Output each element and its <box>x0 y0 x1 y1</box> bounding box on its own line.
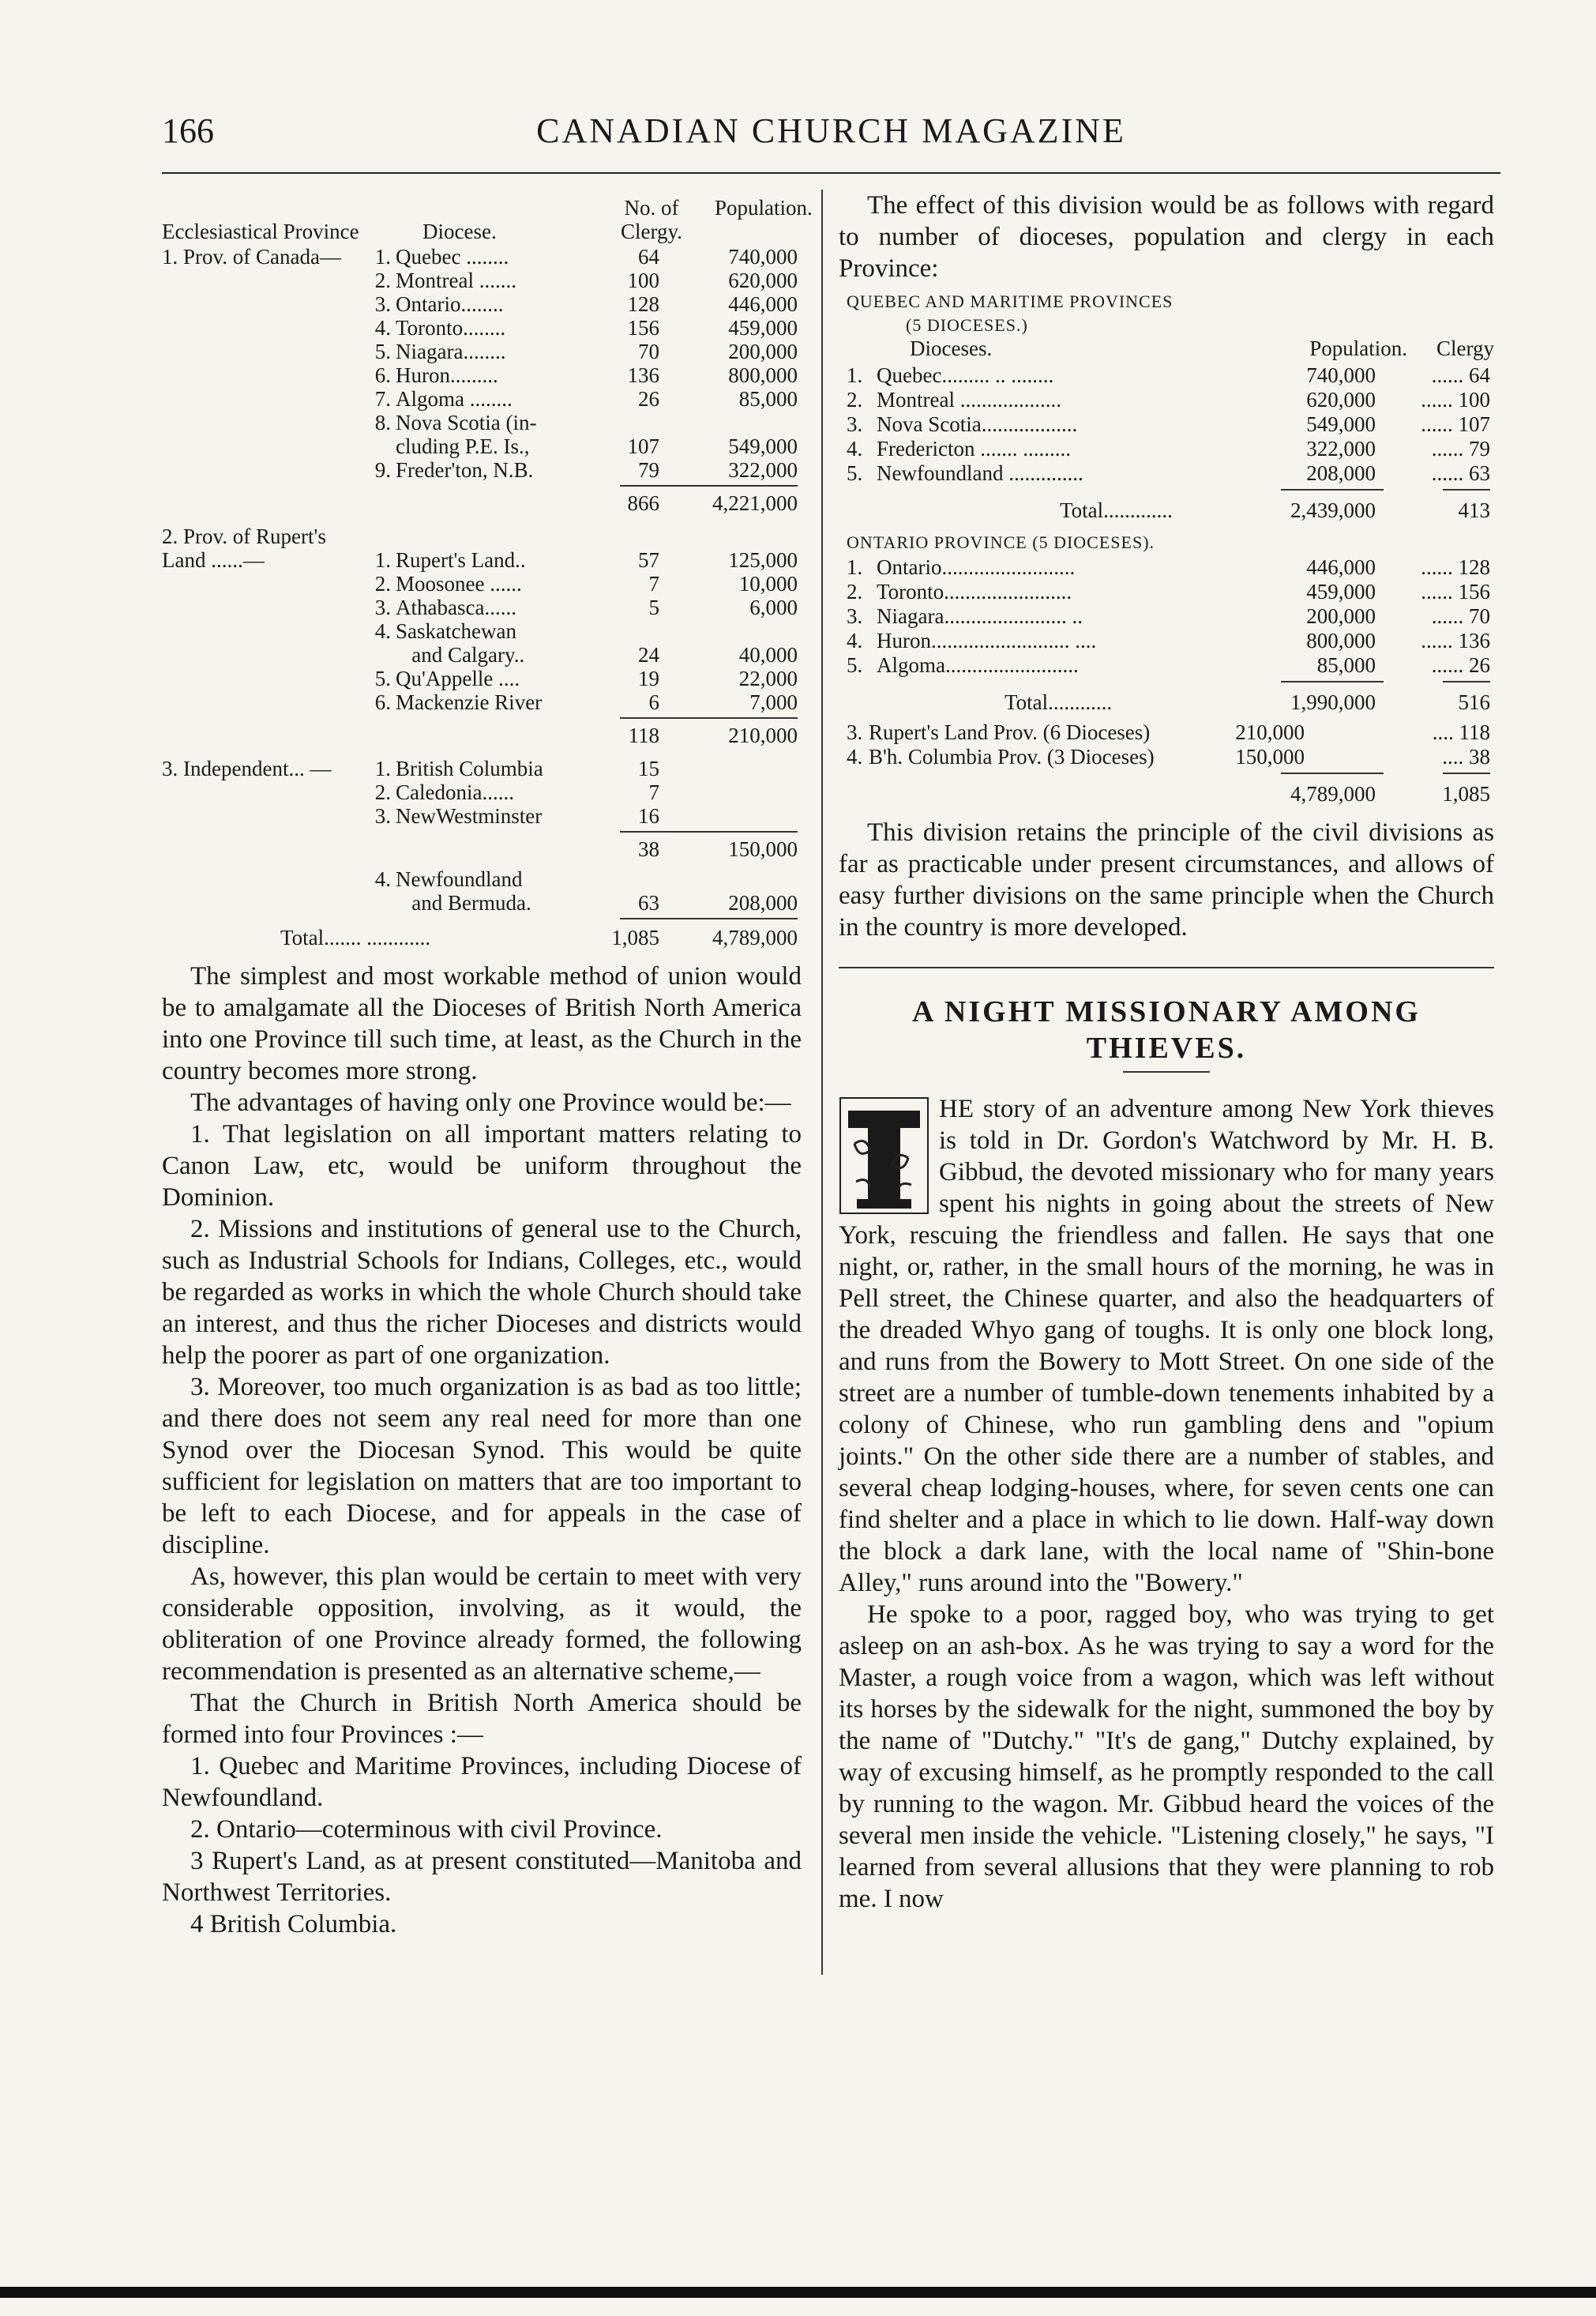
diocese-table-row <box>162 690 802 714</box>
cell-pop: 150,000 <box>728 837 798 861</box>
row-clergy: .... 118 <box>1432 720 1490 744</box>
right-column <box>839 190 1494 1915</box>
diocese-table-row <box>162 596 802 619</box>
row-number: 2. <box>847 388 863 412</box>
row-clergy: ...... 79 <box>1431 437 1490 461</box>
diocese-table-row <box>162 434 802 458</box>
cell-pop: 208,000 <box>728 891 798 915</box>
diocese-table-row <box>162 780 802 804</box>
diocese-table-row <box>162 667 802 690</box>
subtotal-rule <box>1443 681 1490 682</box>
header-clergy: Clergy <box>1436 336 1494 360</box>
cell-dio: Ontario........ <box>396 292 504 316</box>
paragraph: 1. Quebec and Maritime Provinces, including Diocese of Newfoundland. <box>162 1752 802 1812</box>
cell-pop: 322,000 <box>728 458 798 482</box>
cell-dio: Mackenzie River <box>396 690 543 714</box>
paragraph: 3 Rupert's Land, as at present constituted—Manitoba and Northwest Territories. <box>162 1847 802 1907</box>
cell-cl: 19 <box>638 667 659 690</box>
row-population: 459,000 <box>1306 580 1376 603</box>
cell-num: 2. <box>374 269 391 292</box>
cell-num: 2. <box>374 780 391 804</box>
row-clergy: ...... 26 <box>1431 653 1490 677</box>
row-diocese: Huron.......................... .... <box>877 629 1097 652</box>
cell-pop: 6,000 <box>749 596 798 619</box>
province-table-row <box>839 555 1494 580</box>
row-number: 3. <box>847 604 863 628</box>
paragraph: This division retains the principle of the civil divisions as far as practicable under present circumstances, and allows of easy further divisions on the same principle when the Church in the country is more developed. <box>839 818 1494 942</box>
cell-cl: 63 <box>638 891 659 915</box>
diocese-table-row <box>162 837 802 861</box>
drop-cap-t-icon <box>839 1096 929 1215</box>
cell-pop: 446,000 <box>728 292 798 316</box>
grand-total-population: 4,789,000 <box>1290 782 1376 806</box>
cell-dio: and Bermuda. <box>396 891 531 915</box>
grand-total <box>839 782 1494 806</box>
province-table-row <box>839 604 1494 629</box>
total-clergy: 413 <box>1458 498 1490 522</box>
paragraph: As, however, this plan would be certain to meet with very considerable opposition, involving, as it would, the obliteration of one Province already formed, the following recommendation is presented as an alternative scheme,— <box>162 1562 802 1686</box>
cell-cl: 156 <box>627 316 659 340</box>
diocese-table <box>162 190 813 961</box>
row-clergy: ...... 136 <box>1421 629 1490 652</box>
diocese-table-row <box>162 245 802 269</box>
row-number: 1. <box>847 555 863 579</box>
cell-cl: 57 <box>638 548 659 572</box>
quebec-section-subtitle <box>839 313 1494 337</box>
cell-dio: Athabasca...... <box>396 596 516 619</box>
row-diocese: Niagara....................... .. <box>877 604 1083 628</box>
row-population: 322,000 <box>1306 437 1376 461</box>
cell-cl: 7 <box>648 780 659 804</box>
right-intro <box>839 190 1494 284</box>
row-diocese: B'h. Columbia Prov. (3 Dioceses) <box>869 745 1155 769</box>
row-clergy: ...... 70 <box>1431 604 1490 628</box>
row-diocese: Algoma......................... <box>877 653 1079 677</box>
diocese-table-row <box>162 548 802 572</box>
cell-pop: 10,000 <box>738 572 798 596</box>
total-label: Total............ <box>1005 690 1113 714</box>
row-clergy: ...... 63 <box>1431 461 1490 485</box>
subtotal-rule <box>620 485 798 487</box>
header-diocese: Diocese. <box>422 220 497 243</box>
total-population: 1,990,000 <box>1290 690 1376 714</box>
row-population: 85,000 <box>1316 653 1376 677</box>
cell-num: 3. <box>374 596 391 619</box>
row-number: 4. <box>847 745 863 769</box>
cell-prov: Land ......— <box>162 548 265 572</box>
province-table-header <box>839 336 1494 361</box>
right-after-text <box>839 817 1494 943</box>
row-diocese: Newfoundland .............. <box>877 461 1083 485</box>
row-diocese: Rupert's Land Prov. (6 Dioceses) <box>869 720 1151 744</box>
cell-dio: Saskatchewan <box>396 619 516 643</box>
row-clergy: ...... 64 <box>1431 363 1490 387</box>
row-population: 208,000 <box>1306 461 1376 485</box>
magazine-title: CANADIAN CHURCH MAGAZINE <box>536 111 1126 150</box>
diocese-table-row <box>162 316 802 340</box>
row-population: 620,000 <box>1306 388 1376 412</box>
cell-cl: 100 <box>627 269 659 292</box>
cell-pop: 7,000 <box>749 690 798 714</box>
title-rule-short <box>1123 1071 1210 1073</box>
ontario-total <box>839 690 1494 715</box>
cell-pop: 210,000 <box>728 724 798 747</box>
cell-dio: cluding P.E. Is., <box>396 434 530 458</box>
cell-num: 6. <box>374 690 391 714</box>
row-number: 4. <box>847 437 863 461</box>
diocese-table-row <box>162 411 802 434</box>
province-table-row <box>839 363 1494 388</box>
cell-cl: 79 <box>638 458 659 482</box>
article-body <box>839 1093 1494 1915</box>
diocese-table-row <box>162 619 802 643</box>
province-table-row <box>839 745 1494 769</box>
row-clergy: ...... 128 <box>1421 555 1490 579</box>
diocese-table-row <box>162 757 802 780</box>
bottom-border <box>0 2287 1596 2298</box>
cell-dio: and Calgary.. <box>396 643 525 667</box>
header-clergy: No. of Clergy. <box>621 196 682 243</box>
diocese-table-row <box>162 387 802 411</box>
cell-cl: 866 <box>627 491 659 515</box>
cell-pop: 22,000 <box>738 667 798 690</box>
cell-pop: 85,000 <box>738 387 798 411</box>
cell-cl: 38 <box>638 837 659 861</box>
paragraph: The advantages of having only one Province would be:— <box>190 1088 791 1117</box>
diocese-table-row <box>162 363 802 387</box>
cell-dio: Toronto........ <box>396 316 506 340</box>
subtotal-rule <box>620 831 798 833</box>
quebec-section-title <box>839 289 1494 314</box>
cell-cl: 128 <box>627 292 659 316</box>
cell-cl: 7 <box>648 572 659 596</box>
cell-dio: Rupert's Land.. <box>396 548 526 572</box>
column-divider <box>821 190 823 1975</box>
cell-num: 1. <box>374 548 391 572</box>
cell-num: 4. <box>374 867 391 891</box>
cell-prov: 2. Prov. of Rupert's <box>162 524 326 548</box>
cell-num: 5. <box>374 340 391 363</box>
paragraph: 2. Missions and institutions of general use to the Church, such as Industrial Schools for Indians, Colleges, etc., would be regarded as works in which the whole Church should take an interest, and thus the richer Dioceses and districts would help the poorer as part of one organization. <box>162 1215 802 1370</box>
diocese-table-row <box>162 891 802 915</box>
diocese-table-row <box>162 643 802 667</box>
paragraph: 3. Moreover, too much organization is as bad as too little; and there does not seem any real need for more than one Synod over the Diocesan Synod. This would be quite sufficient for legislation on matters that are too important to be left to each Diocese, and for appeals in the case of discipline. <box>162 1373 802 1559</box>
cell-cl: 64 <box>638 245 659 269</box>
row-clergy: ...... 107 <box>1421 412 1490 436</box>
cell-pop: 125,000 <box>728 548 798 572</box>
article-paragraph-2: He spoke to a poor, ragged boy, who was trying to get asleep on an ash-box. As he was trying to say a word for the Master, a rough voice from a wagon, which was left without its horses by the sidewalk for the night, summoned the boy by the name of "Dutchy." "It's de gang," Dutchy explained, by way of excusing himself, as he promptly responded to the call by running to the wagon. Mr. Gibbud heard the voices of the several men inside the vehicle. "Listening closely," he says, "I learned from several allusions that they were planning to rob me. I now <box>839 1600 1494 1913</box>
total-label: Total....... ............ <box>280 926 431 949</box>
cell-num: 3. <box>374 804 391 828</box>
row-clergy: ...... 156 <box>1421 580 1490 603</box>
cell-dio: Huron......... <box>396 363 498 387</box>
subtotal-rule <box>1443 489 1490 491</box>
cell-cl: 24 <box>638 643 659 667</box>
title-rule-top <box>839 967 1494 968</box>
diocese-table-row <box>162 524 802 548</box>
total-population: 4,789,000 <box>712 926 798 949</box>
cell-cl: 6 <box>648 690 659 714</box>
header-province: Ecclesiastical Province <box>162 220 359 243</box>
row-diocese: Ontario......................... <box>877 555 1076 579</box>
subtotal-rule <box>1281 681 1384 682</box>
cell-dio: Montreal ....... <box>396 269 516 292</box>
cell-dio: Freder'ton, N.B. <box>396 458 534 482</box>
province-table-row <box>839 388 1494 412</box>
cell-num: 7. <box>374 387 391 411</box>
row-number: 3. <box>847 720 863 744</box>
cell-cl: 16 <box>638 804 659 828</box>
province-table-row <box>839 629 1494 653</box>
cell-cl: 26 <box>638 387 659 411</box>
row-diocese: Quebec......... .. ........ <box>877 363 1054 387</box>
grand-total-rule <box>1281 773 1384 774</box>
diocese-table-row <box>162 491 802 515</box>
row-diocese: Toronto........................ <box>877 580 1072 603</box>
row-population: 200,000 <box>1306 604 1376 628</box>
paragraph: 1. That legislation on all important matters relating to Canon Law, etc, would be uniform throughout the Dominion. <box>162 1120 802 1212</box>
page-number: 166 <box>162 111 214 150</box>
row-number: 5. <box>847 461 863 485</box>
quebec-total <box>839 498 1494 523</box>
total-population: 2,439,000 <box>1290 498 1376 522</box>
article-paragraph-1 <box>839 1093 1494 1599</box>
paragraph: That the Church in British North America should be formed into four Provinces :— <box>162 1689 802 1749</box>
subtotal-rule <box>620 717 798 719</box>
diocese-table-row <box>162 724 802 747</box>
cell-pop: 40,000 <box>738 643 798 667</box>
article-paragraph-1-text: HE story of an adventure among New York thieves is told in Dr. Gordon's Watchword by Mr. H. B. Gibbud, the devoted missionary who for many years spent his nights in going about the streets of New York, rescuing the friendless and fallen. He says that one night, or, rather, in the small hours of the morning, he was in Pell street, the Chinese quarter, and also the headquarters of the dreaded Whyo gang of toughs. It is only one block long, and runs from the Bowery to Mott Street. On one side of the street are a number of tumble-down tenements inhabited by a colony of Chinese, who run gambling dens and "opium joints." On the other side there are a number of stables, and several cheap lodging-houses, where, for seven cents one can find shelter and a place in which to lie down. Half-way down the block a dark lane, with the local name of "Shin-bone Alley," runs around into the "Bowery." <box>839 1095 1494 1597</box>
cell-pop: 800,000 <box>728 363 798 387</box>
cell-dio: Nova Scotia (in- <box>396 411 537 434</box>
cell-num: 9. <box>374 458 391 482</box>
row-population: 800,000 <box>1306 629 1376 652</box>
left-body-text <box>162 961 802 1940</box>
cell-pop: 549,000 <box>728 434 798 458</box>
cell-num: 4. <box>374 316 391 340</box>
row-diocese: Fredericton ....... ......... <box>877 437 1071 461</box>
diocese-table-row <box>162 292 802 316</box>
cell-pop: 620,000 <box>728 269 798 292</box>
province-table-row <box>839 461 1494 486</box>
diocese-table-row <box>162 458 802 482</box>
cell-pop: 740,000 <box>728 245 798 269</box>
cell-cl: 107 <box>627 434 659 458</box>
cell-pop: 459,000 <box>728 316 798 340</box>
cell-num: 5. <box>374 667 391 690</box>
cell-num: 3. <box>374 292 391 316</box>
row-number: 2. <box>847 580 863 603</box>
row-diocese: Nova Scotia.................. <box>877 412 1078 436</box>
diocese-table-row <box>162 340 802 363</box>
cell-dio: Qu'Appelle .... <box>396 667 520 690</box>
header-population: Population. <box>1309 336 1407 360</box>
cell-num: 8. <box>374 411 391 434</box>
cell-dio: Algoma ........ <box>396 387 513 411</box>
cell-dio: British Columbia <box>396 757 543 780</box>
row-population: 150,000 <box>1235 745 1305 769</box>
cell-prov: 3. Independent... — <box>162 757 332 780</box>
row-clergy: ...... 100 <box>1421 388 1490 412</box>
cell-dio: Niagara........ <box>396 340 506 363</box>
row-number: 3. <box>847 412 863 436</box>
cell-cl: 5 <box>648 596 659 619</box>
cell-num: 6. <box>374 363 391 387</box>
diocese-table-row <box>162 572 802 596</box>
total-rule <box>620 918 798 919</box>
cell-cl: 118 <box>628 724 659 747</box>
row-clergy: .... 38 <box>1442 745 1490 769</box>
cell-dio: Moosonee ...... <box>396 572 522 596</box>
row-number: 4. <box>847 629 863 652</box>
left-column <box>162 190 813 1940</box>
header-dioceses: Dioceses. <box>910 336 993 360</box>
paragraph: 4 British Columbia. <box>190 1910 397 1938</box>
cell-cl: 70 <box>638 340 659 363</box>
cell-dio: Quebec ........ <box>396 245 509 269</box>
paragraph: 2. Ontario—coterminous with civil Province. <box>190 1815 663 1844</box>
province-table-row <box>839 653 1494 678</box>
page-header <box>162 111 1500 158</box>
cell-num: 2. <box>374 572 391 596</box>
grand-total-rule <box>1443 773 1490 774</box>
row-population: 740,000 <box>1306 363 1376 387</box>
province-table-row <box>839 720 1494 745</box>
province-table-row <box>839 580 1494 604</box>
header-rule <box>162 172 1500 174</box>
province-table <box>839 284 1494 817</box>
row-diocese: Montreal ................... <box>877 388 1061 412</box>
row-number: 1. <box>847 363 863 387</box>
cell-prov: 1. Prov. of Canada— <box>162 245 341 269</box>
ontario-section-title <box>839 530 1494 555</box>
province-table-row <box>839 412 1494 437</box>
subtotal-rule <box>1281 489 1384 491</box>
paragraph: The simplest and most workable method of union would be to amalgamate all the Dioceses of British North America into one Province till such time, at least, as the Church in the country becomes more strong. <box>162 962 802 1085</box>
row-number: 5. <box>847 653 863 677</box>
row-population: 549,000 <box>1306 412 1376 436</box>
article-title: A NIGHT MISSIONARY AMONG THIEVES. <box>912 995 1421 1065</box>
cell-num: 1. <box>374 757 391 780</box>
cell-cl: 15 <box>638 757 659 780</box>
diocese-table-total <box>162 926 802 949</box>
total-clergy: 1,085 <box>611 926 659 949</box>
cell-dio: Caledonia...... <box>396 780 514 804</box>
cell-dio: Newfoundland <box>396 867 523 891</box>
total-clergy: 516 <box>1458 690 1490 714</box>
cell-cl: 136 <box>627 363 659 387</box>
row-population: 446,000 <box>1306 555 1376 579</box>
intro-paragraph: The effect of this division would be as follows with regard to number of dioceses, population and clergy in each Province: <box>839 191 1494 283</box>
header-population: Population. <box>715 196 813 220</box>
section-title: ONTARIO PROVINCE (5 DIOCESES). <box>847 532 1155 552</box>
diocese-table-row <box>162 269 802 292</box>
total-label: Total............. <box>1060 498 1173 522</box>
diocese-table-row <box>162 804 802 828</box>
cell-dio: NewWestminster <box>396 804 543 828</box>
section-title: QUEBEC AND MARITIME PROVINCES <box>847 291 1174 311</box>
province-table-row <box>839 437 1494 461</box>
row-population: 210,000 <box>1235 720 1305 744</box>
grand-total-clergy: 1,085 <box>1442 782 1490 806</box>
cell-pop: 4,221,000 <box>712 491 798 515</box>
section-subtitle: (5 DIOCESES.) <box>906 315 1028 335</box>
cell-num: 4. <box>374 619 391 643</box>
cell-num: 1. <box>374 245 391 269</box>
cell-pop: 200,000 <box>728 340 798 363</box>
diocese-table-row <box>162 867 802 891</box>
